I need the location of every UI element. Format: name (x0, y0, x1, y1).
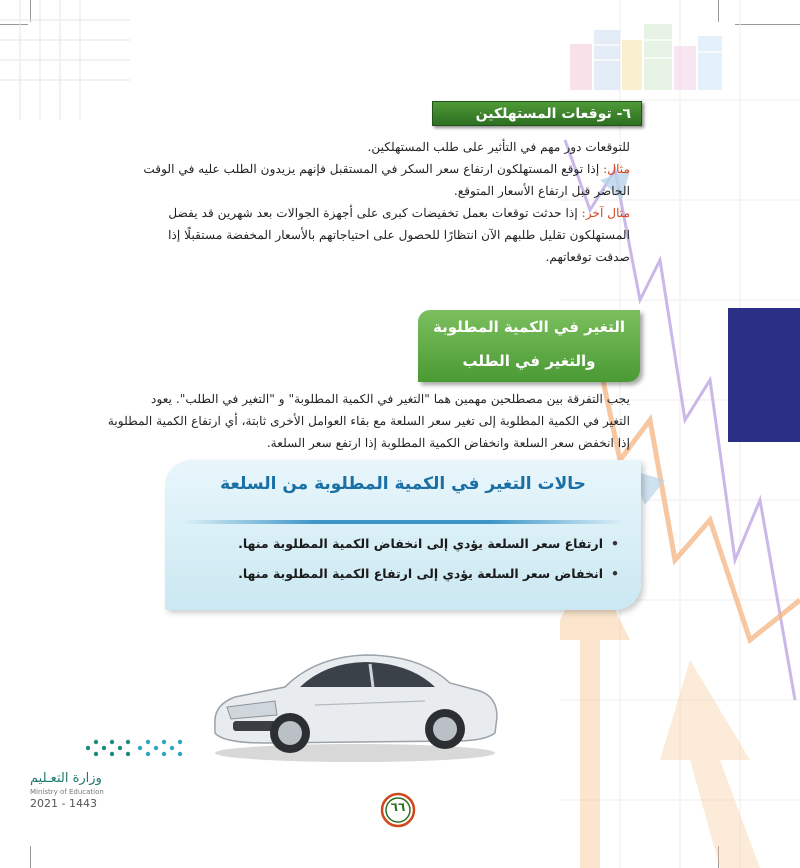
ministry-emblem-icon (80, 728, 190, 768)
example1-text: إذا توقع المستهلكون ارتفاع سعر السكر في المستقبل فإنهم يزيدون الطلب عليه في الوقت (143, 162, 604, 176)
section-heading: ٦- توقعات المستهلكين (432, 101, 642, 126)
ministry-year: 2021 - 1443 (30, 797, 97, 810)
example1-line1 (143, 162, 630, 176)
case-text: انخفاض سعر السلعة يؤدي إلى ارتفاع الكمية المطلوبة منها. (238, 566, 603, 581)
page-number: ٦٦ (390, 800, 406, 814)
change-line1: يجب التفرقة بين مصطلحين مهمين هما "التغير في الكمية المطلوبة" و "التغير في الطلب". يعود (151, 392, 630, 406)
intro-line: للتوقعات دور مهم في التأثير على طلب المستهلكين. (367, 140, 630, 154)
example2-line2: المستهلكون تقليل طلبهم الآن انتظارًا للحصول على احتياجاتهم بالأسعار المخفضة مستقبلًا إذا (168, 228, 630, 242)
change-line3: إذا انخفض سعر السلعة وانخفاض الكمية المطلوبة إذا ارتفع سعر السلعة. (266, 436, 630, 450)
bullet-icon: • (611, 536, 619, 551)
change-title-box (418, 310, 640, 382)
example2-line3: صدقت توقعاتهم. (545, 250, 630, 264)
example2-line1 (168, 206, 630, 220)
example2-label: مثال آخر: (581, 206, 630, 220)
change-title-line2: والتغير في الطلب (462, 352, 596, 370)
change-paragraph (107, 392, 630, 458)
page-number-badge (380, 792, 416, 828)
bullet-icon: • (611, 566, 619, 581)
example2-text: إذا حدثت توقعات بعمل تخفيضات كبرى على أجهزة الجوالات بعد شهرين قد يفضل (168, 206, 582, 220)
example-label: مثال: (603, 162, 630, 176)
change-title-line1: التغير في الكمية المطلوبة (433, 318, 625, 336)
ministry-name-arabic: وزارة التعـليم (30, 771, 102, 786)
grid-decoration (0, 0, 130, 120)
change-line2: التغير في الكمية المطلوبة إلى تغير سعر السلعة مع بقاء العوامل الأخرى ثابتة، أي ارتفاع الكمية المطلوبة (107, 414, 630, 428)
ministry-logo (30, 728, 170, 808)
car-image (205, 635, 505, 765)
case-text: ارتفاع سعر السلعة يؤدي إلى انخفاض الكمية المطلوبة منها. (238, 536, 603, 551)
ministry-name-english: Ministry of Education (30, 788, 104, 796)
expectations-paragraph (143, 140, 630, 270)
crop-mark-bottom-left (30, 846, 31, 868)
case-item (238, 536, 619, 551)
cases-box (165, 460, 641, 610)
case-item (238, 566, 619, 581)
example1-line2: الحاضر قبل ارتفاع الأسعار المتوقع. (453, 184, 630, 198)
cases-divider (183, 520, 623, 524)
cases-title: حالات التغير في الكمية المطلوبة من السلعة (220, 474, 586, 494)
